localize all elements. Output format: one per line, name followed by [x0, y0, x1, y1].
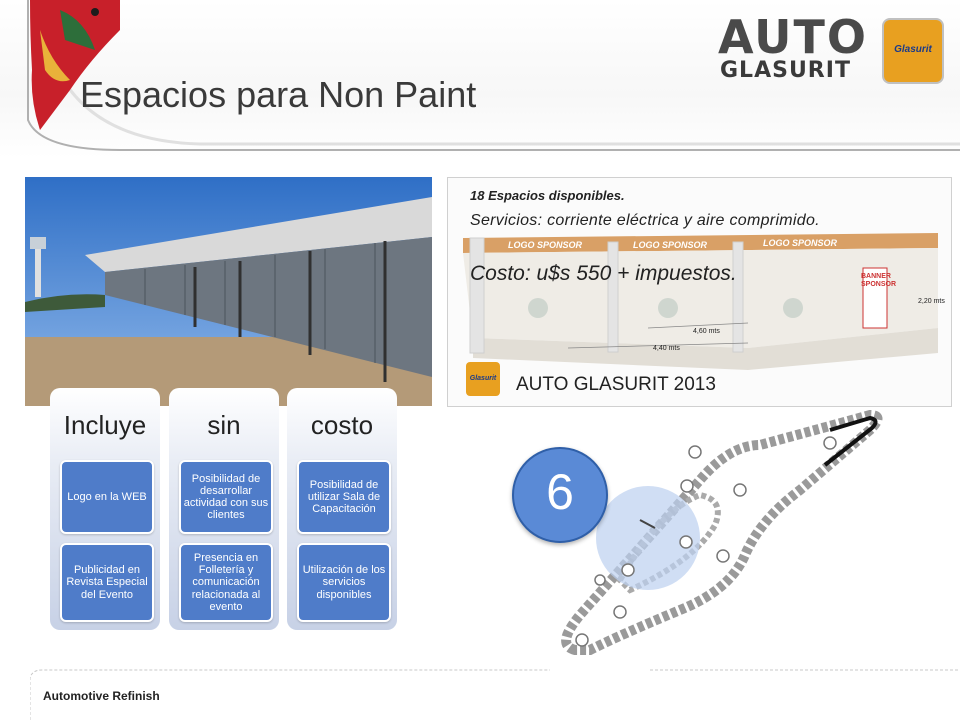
column-heading: Incluye — [63, 410, 147, 440]
booth-illustration — [447, 177, 952, 407]
column-costo — [287, 388, 397, 630]
brand-wordmark-glasurit: GLASURIT — [720, 58, 851, 83]
dimension-label-3: 2,20 mts — [918, 298, 945, 305]
space-count-badge — [512, 447, 608, 543]
banner-sponsor-label: BANNER SPONSOR — [861, 273, 897, 288]
column-incluye — [50, 388, 160, 630]
feature-box: Logo en la WEB — [60, 460, 154, 534]
page-title: Espacios para Non Paint — [80, 74, 477, 115]
feature-box: Posibilidad de desarrollar actividad con sus clientes — [179, 460, 273, 534]
sponsor-label-1: LOGO SPONSOR — [508, 240, 583, 250]
feature-box: Publicidad en Revista Especial del Evento — [60, 543, 154, 622]
glasurit-small-logo — [466, 362, 500, 396]
glasurit-logo-text: Glasurit — [894, 44, 932, 55]
dimension-label-2: 4,40 mts — [653, 345, 680, 352]
glasurit-small-logo-text: Glasurit — [469, 375, 497, 382]
services-text: Servicios: corriente eléctrica y aire comprimido. — [470, 212, 820, 229]
column-heading: costo — [310, 410, 374, 440]
sponsor-label-3: LOGO SPONSOR — [763, 238, 838, 248]
feature-box: Presencia en Folletería y comunicación relacionada al evento — [179, 543, 273, 622]
footer-divider — [30, 668, 960, 720]
cost-text: Costo: u$s 550 + impuestos. — [470, 262, 737, 285]
column-heading: sin — [207, 410, 241, 440]
glasurit-logo — [884, 20, 942, 82]
feature-box: Posibilidad de utilizar Sala de Capacitación — [297, 460, 391, 534]
column-sin — [169, 388, 279, 630]
feature-box: Utilización de los servicios disponibles — [297, 543, 391, 622]
space-count-number: 6 — [546, 464, 574, 520]
sponsor-label-2: LOGO SPONSOR — [633, 240, 708, 250]
parrot-icon — [0, 0, 120, 140]
dimension-label-1: 4,60 mts — [693, 328, 720, 335]
footer-label: Automotive Refinish — [43, 689, 160, 703]
venue-photo — [25, 177, 432, 406]
spaces-available-text: 18 Espacios disponibles. — [470, 188, 625, 203]
event-footer-text: AUTO GLASURIT 2013 — [516, 374, 716, 395]
brand-wordmark-auto: AUTO — [718, 10, 869, 64]
